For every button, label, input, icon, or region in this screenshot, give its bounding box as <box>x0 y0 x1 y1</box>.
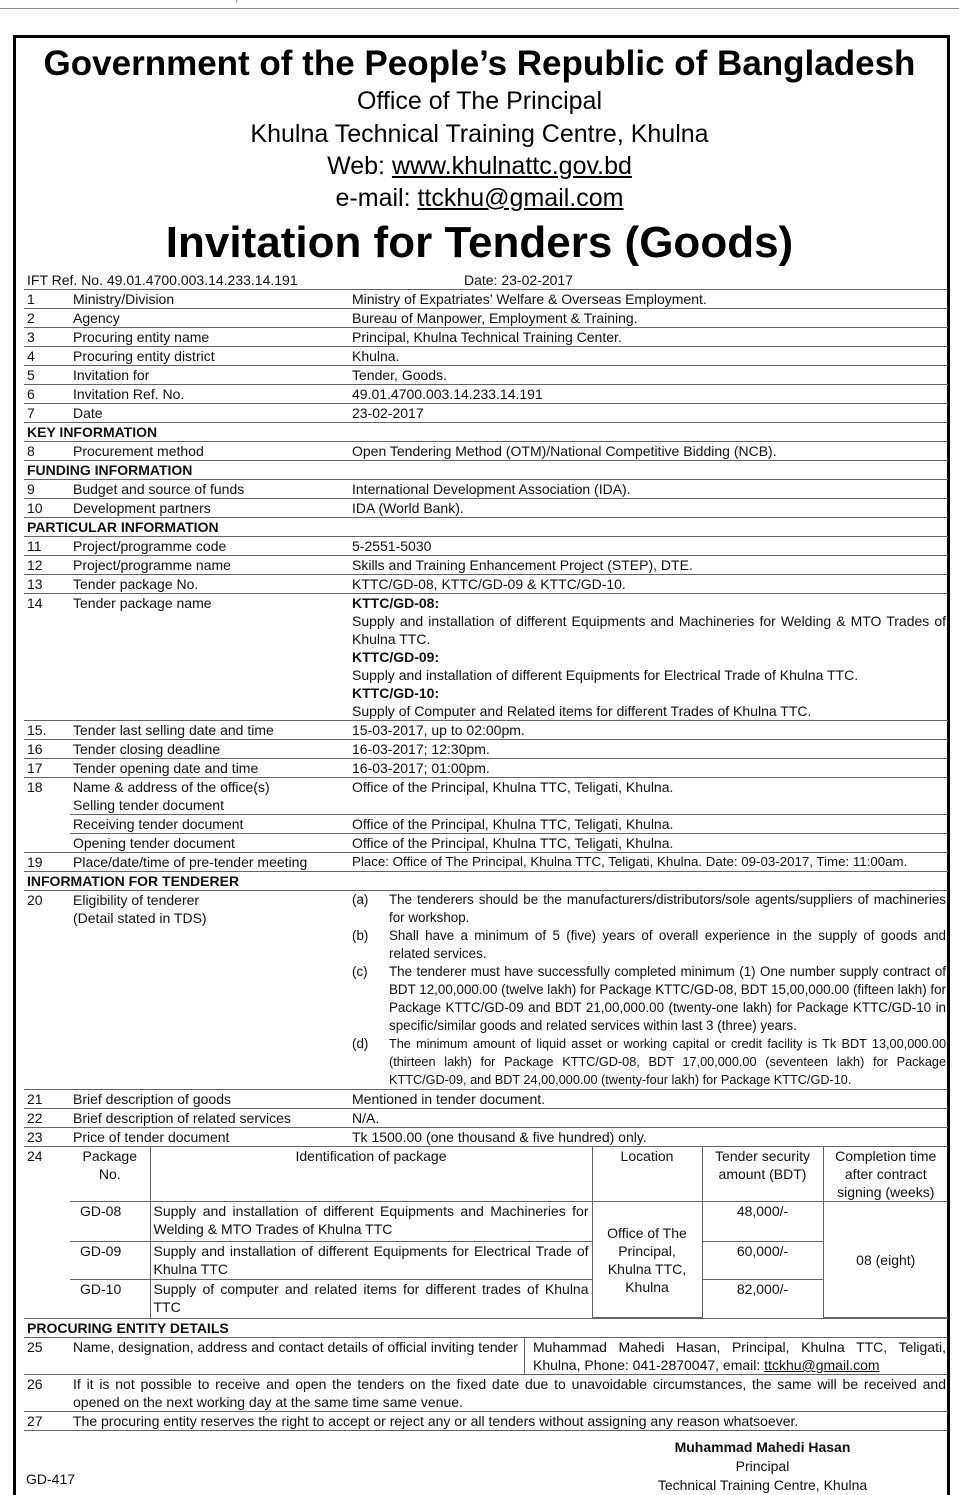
list-item <box>352 1035 946 1089</box>
row-value: Tender, Goods. <box>349 366 948 385</box>
signature-block <box>640 1438 885 1495</box>
row-label: Agency <box>70 309 349 328</box>
row-value: KTTC/GD-08, KTTC/GD-09 & KTTC/GD-10. <box>349 575 948 594</box>
row-number: 11 <box>24 537 70 556</box>
row-number: 1 <box>24 290 70 309</box>
section-header <box>24 1319 948 1338</box>
section-procuring-entity: PROCURING ENTITY DETAILS <box>24 1319 948 1338</box>
row-number: 12 <box>24 556 70 575</box>
row-label: Tender package No. <box>70 575 349 594</box>
row-number: 24 <box>24 1147 70 1319</box>
row-value <box>525 1338 946 1374</box>
list-item <box>352 891 946 927</box>
row-label: Name, designation, address and contact details of official inviting tender <box>73 1338 525 1374</box>
row-label: Place/date/time of pre-tender meeting <box>70 853 349 872</box>
table-row <box>24 1090 948 1109</box>
institute-heading: Khulna Technical Training Centre, Khulna <box>250 120 709 148</box>
table-row <box>24 1147 948 1319</box>
table-row <box>24 759 948 778</box>
package-cell <box>70 1147 948 1319</box>
row-number: 4 <box>24 347 70 366</box>
package-code: KTTC/GD-08: <box>352 595 440 611</box>
package-completion: 08 (eight) <box>823 1202 948 1318</box>
row-label: Project/programme name <box>70 556 349 575</box>
row-value: 23-02-2017 <box>349 404 948 423</box>
eligibility-list <box>349 891 948 1090</box>
row-label: Procurement method <box>70 442 349 461</box>
row-value: 16-03-2017; 12:30pm. <box>349 740 948 759</box>
row-label: Tender package name <box>70 594 349 721</box>
section-header <box>24 872 948 891</box>
table-row <box>24 1109 948 1128</box>
section-key-information: KEY INFORMATION <box>24 423 948 442</box>
row-value: 16-03-2017; 01:00pm. <box>349 759 948 778</box>
row-number: 26 <box>24 1375 70 1412</box>
row-number: 10 <box>24 499 70 518</box>
row-number: 15. <box>24 721 70 740</box>
table-row <box>24 1338 948 1375</box>
list-marker: (a) <box>352 892 369 907</box>
row-number: 8 <box>24 442 70 461</box>
table-row <box>24 721 948 740</box>
table-row <box>24 1128 948 1147</box>
row-value: Khulna. <box>349 347 948 366</box>
row-number: 27 <box>24 1412 70 1431</box>
table-row <box>24 404 948 423</box>
list-marker: (b) <box>352 928 369 943</box>
row-number: 7 <box>24 404 70 423</box>
list-item <box>352 927 946 963</box>
row-value: Tk 1500.00 (one thousand & five hundred) only. <box>349 1128 948 1147</box>
gd-code: GD-417 <box>26 1471 76 1487</box>
section-header <box>24 518 948 537</box>
signatory-name: Muhammad Mahedi Hasan <box>674 1439 851 1455</box>
label-line: Eligibility of tenderer <box>73 892 200 908</box>
ift-date: Date: 23-02-2017 <box>464 272 573 288</box>
row-number: 25 <box>24 1338 70 1375</box>
row-value: Office of the Principal, Khulna TTC, Teligati, Khulna. <box>349 778 948 815</box>
header-identification: Identification of package <box>150 1147 592 1202</box>
package-no: GD-08 <box>70 1202 150 1242</box>
header-security: Tender security amount (BDT) <box>702 1147 823 1202</box>
package-text: Supply of Computer and Related items for different Trades of Khulna TTC. <box>352 703 812 719</box>
list-text: The tenderer must have successfully completed minimum (1) One number supply contract of BDT 12,00,000.00 (twelve lakh) for Package KTTC/GD-08, BDT 15,00,000.00 (fifteen lakh) for Package KTTC/GD-09 and BDT 21,00,000.00 (twenty-one lakh) for Package KTTC/GD-10 in specific/similar goods and related services within last 3 (three) years. <box>389 964 946 1033</box>
list-text: Shall have a minimum of 5 (five) years of overall experience in the supply of goods and related services. <box>389 928 946 961</box>
list-item <box>352 963 946 1035</box>
signatory-office: Technical Training Centre, Khulna <box>657 1477 868 1493</box>
row-label: Invitation Ref. No. <box>70 385 349 404</box>
row-label: Development partners <box>70 499 349 518</box>
package-text: Supply and installation of different Equipments and Machineries for Welding & MTO Trades of Khulna TTC. <box>352 613 946 647</box>
package-no: GD-10 <box>70 1280 150 1318</box>
office-heading: Office of The Principal <box>356 87 603 115</box>
row-label: Brief description of related services <box>70 1109 349 1128</box>
label-line: Name & address of the office(s) <box>73 779 270 795</box>
package-row <box>70 1242 948 1280</box>
table-row <box>24 853 948 872</box>
web-line <box>0 152 959 181</box>
package-code: KTTC/GD-09: <box>352 649 440 665</box>
table-row <box>24 537 948 556</box>
table-row <box>24 290 948 309</box>
table-row <box>24 499 948 518</box>
row-value: N/A. <box>349 1109 948 1128</box>
label-line: Selling tender document <box>73 797 224 813</box>
row-value: Place: Office of The Principal, Khulna TTC, Teligati, Khulna. Date: 09-03-2017, Time: 11:00am. <box>349 853 948 872</box>
web-link[interactable]: www.khulnattc.gov.bd <box>391 152 632 180</box>
table-row <box>24 1412 948 1431</box>
row-number: 13 <box>24 575 70 594</box>
header-location: Location <box>592 1147 702 1202</box>
official-details-inner <box>73 1338 946 1374</box>
section-header <box>24 461 948 480</box>
table-row <box>24 891 948 1090</box>
package-desc: Supply and installation of different Equipments for Electrical Trade of Khulna TTC <box>150 1242 592 1280</box>
row-label: Ministry/Division <box>70 290 349 309</box>
row-number <box>24 834 70 853</box>
package-security: 82,000/- <box>702 1280 823 1318</box>
table-row <box>24 1375 948 1412</box>
row-value: Open Tendering Method (OTM)/National Competitive Bidding (NCB). <box>349 442 948 461</box>
row-label: Brief description of goods <box>70 1090 349 1109</box>
package-table <box>70 1147 948 1318</box>
row-label: Price of tender document <box>70 1128 349 1147</box>
row-value: Office of the Principal, Khulna TTC, Teligati, Khulna. <box>349 834 948 853</box>
row-number: 20 <box>24 891 70 1090</box>
table-row <box>24 575 948 594</box>
row-label: Date <box>70 404 349 423</box>
table-row <box>24 347 948 366</box>
row-value: Skills and Training Enhancement Project (STEP), DTE. <box>349 556 948 575</box>
row-label: Budget and source of funds <box>70 480 349 499</box>
row-label: Project/programme code <box>70 537 349 556</box>
row-value: Ministry of Expatriates’ Welfare & Overseas Employment. <box>349 290 948 309</box>
end-rule <box>24 1431 948 1432</box>
row-label: Procuring entity name <box>70 328 349 347</box>
row-label: Tender opening date and time <box>70 759 349 778</box>
row-number: 17 <box>24 759 70 778</box>
table-row <box>24 480 948 499</box>
row-value: Office of the Principal, Khulna TTC, Teligati, Khulna. <box>349 815 948 834</box>
row-label: Receiving tender document <box>70 815 349 834</box>
page-title: Invitation for Tenders (Goods) <box>165 218 794 267</box>
official-email-link[interactable]: ttckhu@gmail.com <box>764 1357 880 1373</box>
signatory-designation: Principal <box>735 1458 790 1474</box>
package-row <box>70 1280 948 1318</box>
row-number: 2 <box>24 309 70 328</box>
row-value: Bureau of Manpower, Employment & Training. <box>349 309 948 328</box>
row-value: Principal, Khulna Technical Training Center. <box>349 328 948 347</box>
package-desc: Supply of computer and related items for different trades of Khulna TTC <box>150 1280 592 1318</box>
official-contact: Muhammad Mahedi Hasan, Principal, Khulna TTC, Teligati, Khulna, Phone: 041-2870047, email: <box>533 1339 946 1373</box>
row-value: IDA (World Bank). <box>349 499 948 518</box>
row-value: 15-03-2017, up to 02:00pm. <box>349 721 948 740</box>
row-number: 22 <box>24 1109 70 1128</box>
package-desc: Supply and installation of different Equipments and Machineries for Welding & MTO Trades of Khulna TTC <box>150 1202 592 1242</box>
package-security: 48,000/- <box>702 1202 823 1242</box>
table-row <box>24 385 948 404</box>
section-information-for-tenderer: INFORMATION FOR TENDERER <box>24 872 948 891</box>
row-number: 16 <box>24 740 70 759</box>
row-number: 18 <box>24 778 70 815</box>
row-value: The procuring entity reserves the right to accept or reject any or all tenders without assigning any reason whatsoever. <box>70 1412 948 1431</box>
row-label <box>70 891 349 1090</box>
row-number: 19 <box>24 853 70 872</box>
table-row <box>24 556 948 575</box>
row-label: Procuring entity district <box>70 347 349 366</box>
header-package-no: Package No. <box>70 1147 150 1202</box>
list-marker: (d) <box>352 1036 369 1051</box>
row-number <box>24 815 70 834</box>
package-security: 60,000/- <box>702 1242 823 1280</box>
row-number: 21 <box>24 1090 70 1109</box>
table-row <box>24 366 948 385</box>
table-row <box>24 834 948 853</box>
package-location: Office of The Principal, Khulna TTC, Khulna <box>592 1202 702 1318</box>
row-number: 23 <box>24 1128 70 1147</box>
row-number: 5 <box>24 366 70 385</box>
package-no: GD-09 <box>70 1242 150 1280</box>
row-label: Invitation for <box>70 366 349 385</box>
list-marker: (c) <box>352 964 368 979</box>
package-code: KTTC/GD-10: <box>352 685 440 701</box>
package-names <box>349 594 948 721</box>
row-label: Tender closing deadline <box>70 740 349 759</box>
label-line: (Detail stated in TDS) <box>73 910 207 926</box>
official-details <box>70 1338 948 1375</box>
table-row <box>24 594 948 721</box>
package-text: Supply and installation of different Equipments for Electrical Trade of Khulna TTC. <box>352 667 859 683</box>
top-tick <box>236 0 237 3</box>
email-line <box>0 184 959 213</box>
row-number: 6 <box>24 385 70 404</box>
package-header <box>70 1147 948 1202</box>
top-rule <box>0 8 959 9</box>
table-end-rule <box>24 1431 948 1432</box>
ift-ref: IFT Ref. No. 49.01.4700.003.14.233.14.191 <box>27 272 298 288</box>
web-label: Web: <box>327 152 392 180</box>
row-value: If it is not possible to receive and open the tenders on the fixed date due to unavoidable circumstances, the same will be received and opened on the next working day at the same time same venue. <box>70 1375 948 1412</box>
row-label: Tender last selling date and time <box>70 721 349 740</box>
table-row <box>24 328 948 347</box>
table-row <box>24 442 948 461</box>
row-value: Mentioned in tender document. <box>349 1090 948 1109</box>
list-text: The tenderers should be the manufacturers/distributors/sole agents/suppliers of machineries for workshop. <box>389 892 946 925</box>
table-row <box>24 815 948 834</box>
row-number: 3 <box>24 328 70 347</box>
row-label <box>70 778 349 815</box>
row-value: 49.01.4700.003.14.233.14.191 <box>349 385 948 404</box>
tender-table <box>24 289 948 1431</box>
row-value: International Development Association (IDA). <box>349 480 948 499</box>
section-particular-information: PARTICULAR INFORMATION <box>24 518 948 537</box>
table-row <box>24 778 948 815</box>
email-link[interactable]: ttckhu@gmail.com <box>417 184 624 212</box>
govt-heading: Government of the People’s Republic of Bangladesh <box>43 44 916 83</box>
row-number: 14 <box>24 594 70 721</box>
section-funding-information: FUNDING INFORMATION <box>24 461 948 480</box>
row-value: 5-2551-5030 <box>349 537 948 556</box>
section-header <box>24 423 948 442</box>
table-row <box>24 740 948 759</box>
table-row <box>24 309 948 328</box>
row-number: 9 <box>24 480 70 499</box>
package-row <box>70 1202 948 1242</box>
list-text: The minimum amount of liquid asset or working capital or credit facility is Tk BDT 13,00,000.00 (thirteen lakh) for Package KTTC/GD-08, BDT 17,00,000.00 (seventeen lakh) for Package KTTC/GD-09, and BDT 24,00,000.00 (twenty-four lakh) for Package KTTC/GD-10. <box>389 1037 946 1087</box>
header-completion: Completion time after contract signing (weeks) <box>823 1147 948 1202</box>
email-label: e-mail: <box>335 184 418 212</box>
row-label: Opening tender document <box>70 834 349 853</box>
